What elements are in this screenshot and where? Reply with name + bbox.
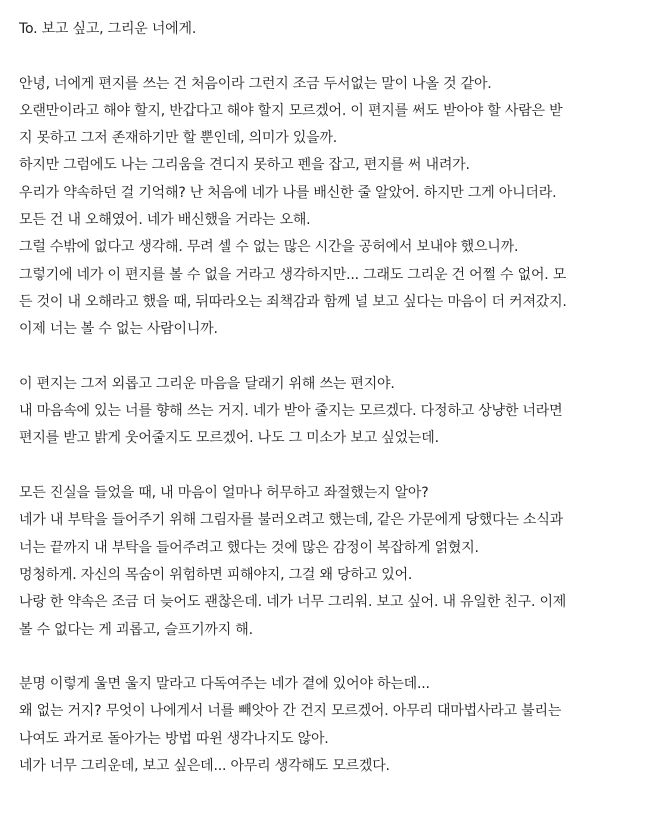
text-line: 분명 이렇게 울면 울지 말라고 다독여주는 네가 곁에 있어야 하는데... xyxy=(19,676,430,693)
text-line: 볼 수 없다는 게 괴롭고, 슬프기까지 해. xyxy=(19,621,253,638)
paragraph-4 xyxy=(19,671,639,780)
text-line: 안녕, 너에게 편지를 쓰는 건 처음이라 그런지 조금 두서없는 말이 나올 것 같아. xyxy=(19,75,492,92)
paragraph-1 xyxy=(19,71,639,344)
text-line: 나여도 과거로 돌아가는 방법 따윈 생각나지도 않아. xyxy=(19,730,329,747)
text-line: 모든 건 내 오해였어. 네가 배신했을 거라는 오해. xyxy=(19,212,311,229)
paragraph-gap xyxy=(19,644,639,671)
text-line: 나랑 한 약속은 조금 더 늦어도 괜찮은데. 네가 너무 그리워. 보고 싶어. 내 유일한 친구. 이제 xyxy=(19,594,567,611)
text-line: 오랜만이라고 해야 할지, 반갑다고 해야 할지 모르겠어. 이 편지를 써도 받아야 할 사람은 받 xyxy=(19,102,563,119)
letter-greeting: To. 보고 싶고, 그리운 너에게. xyxy=(19,21,197,37)
letter-body xyxy=(19,16,639,780)
text-line: 하지만 그럼에도 나는 그리움을 견디지 못하고 펜을 잡고, 편지를 써 내려가. xyxy=(19,157,470,174)
paragraph-gap xyxy=(19,453,639,480)
text-line: 네가 내 부탁을 들어주기 위해 그림자를 불러오려고 했는데, 같은 가문에게 당했다는 소식과 xyxy=(19,512,563,529)
text-line: 너는 끝까지 내 부탁을 들어주려고 했다는 것에 많은 감정이 복잡하게 얽혔지. xyxy=(19,539,479,556)
paragraph-3 xyxy=(19,480,639,644)
text-line: 왜 없는 거지? 무엇이 나에게서 너를 빼앗아 간 건지 모르겠어. 아무리 대마법사라고 불리는 xyxy=(19,703,562,720)
text-line: 내 마음속에 있는 너를 향해 쓰는 거지. 네가 받아 줄지는 모르겠다. 다정하고 상냥한 너라면 xyxy=(19,403,563,420)
text-line: 네가 너무 그리운데, 보고 싶은데... 아무리 생각해도 모르겠다. xyxy=(19,758,390,775)
text-line: 편지를 받고 밝게 웃어줄지도 모르겠어. 나도 그 미소가 보고 싶었는데. xyxy=(19,430,439,447)
paragraph-gap xyxy=(19,43,639,70)
text-line: 우리가 약속하던 걸 기억해? 난 처음에 네가 나를 배신한 줄 알았어. 하지만 그게 아니더라. xyxy=(19,184,557,201)
text-line: 멍청하게. 자신의 목숨이 위험하면 피해야지, 그걸 왜 당하고 있어. xyxy=(19,566,413,583)
text-line: 이제 너는 볼 수 없는 사람이니까. xyxy=(19,321,218,338)
text-line: 모든 진실을 들었을 때, 내 마음이 얼마나 허무하고 좌절했는지 알아? xyxy=(19,485,429,502)
text-line: 지 못하고 그저 존재하기만 할 뿐인데, 의미가 있을까. xyxy=(19,130,338,147)
text-line: 그럴 수밖에 없다고 생각해. 무려 셀 수 없는 많은 시간을 공허에서 보내야 했으니까. xyxy=(19,239,519,256)
text-line: 그렇기에 네가 이 편지를 볼 수 없을 거라고 생각하지만... 그래도 그리운 건 어쩔 수 없어. 모 xyxy=(19,266,567,283)
paragraph-gap xyxy=(19,344,639,371)
text-line: 든 것이 내 오해라고 했을 때, 뒤따라오는 죄책감과 함께 널 보고 싶다는 마음이 더 커져갔지. xyxy=(19,293,567,310)
paragraph-2 xyxy=(19,371,639,453)
text-line: 이 편지는 그저 외롭고 그리운 마음을 달래기 위해 쓰는 편지야. xyxy=(19,375,395,392)
